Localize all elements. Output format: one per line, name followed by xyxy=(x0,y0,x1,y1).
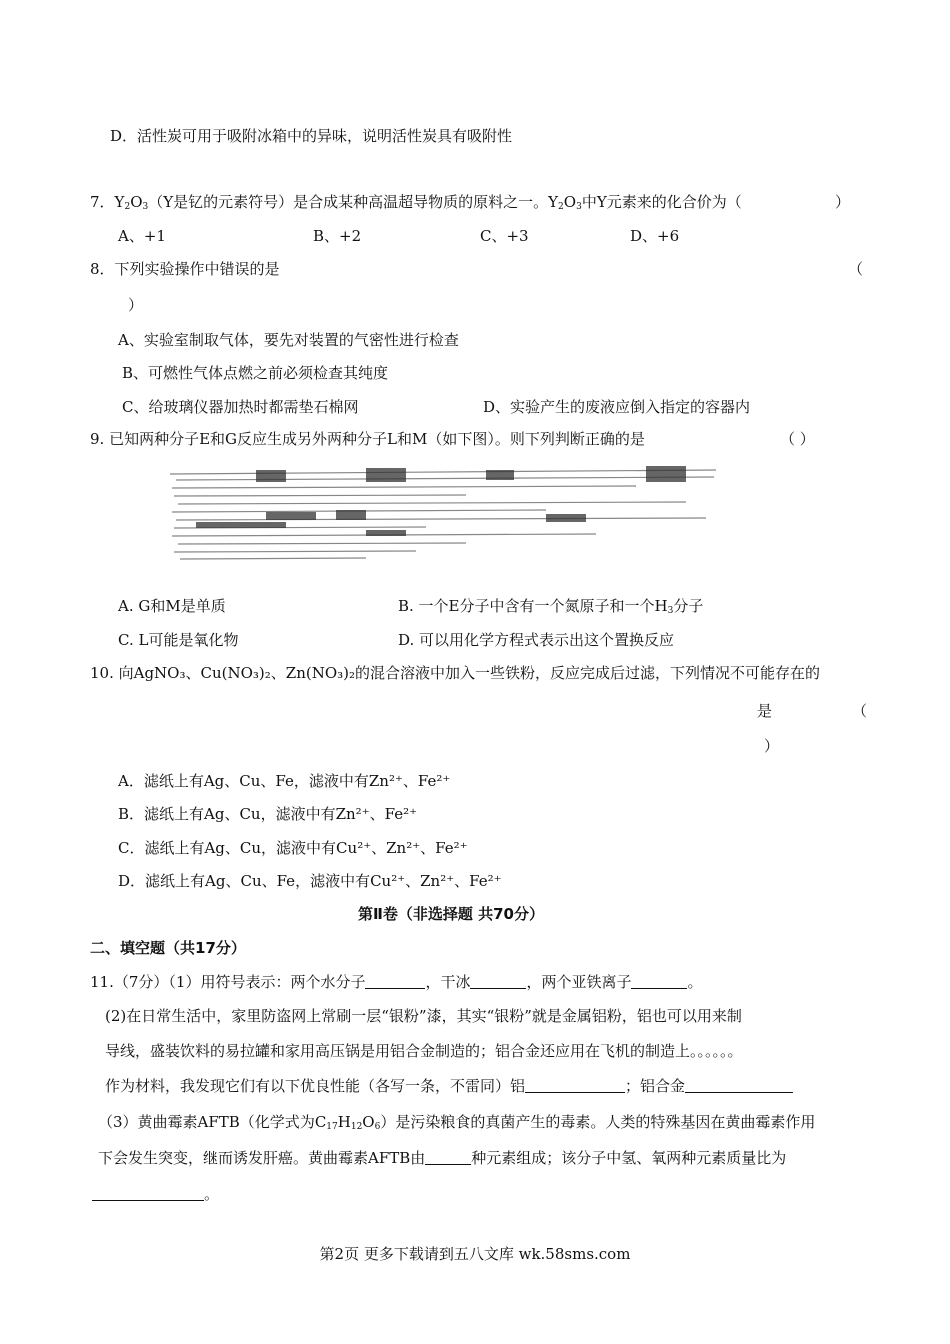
q8-option-b: B、可燃性气体点燃之前必须检查其纯度 xyxy=(122,364,389,382)
q10-option-d: D．滤纸上有Ag、Cu、Fe，滤液中有Cu²⁺、Zn²⁺、Fe²⁺ xyxy=(118,872,502,890)
q10-stem: 10. 向AgNO₃、Cu(NO₃)₂、Zn(NO₃)₂的混合溶液中加入一些铁粉，反应完成后过滤，下列情况不可能存在的 xyxy=(90,664,821,682)
q10-option-c: C．滤纸上有Ag、Cu，滤液中有Cu²⁺、Zn²⁺、Fe²⁺ xyxy=(118,839,468,857)
q9-option-a: A. G和M是单质 xyxy=(118,597,226,615)
answer-blank[interactable] xyxy=(365,973,425,989)
q10-option-a: A．滤纸上有Ag、Cu、Fe，滤液中有Zn²⁺、Fe²⁺ xyxy=(118,772,451,790)
q11-part3-line3: 。 xyxy=(92,1184,219,1204)
q7-option-c: C、+3 xyxy=(480,227,529,245)
answer-blank[interactable] xyxy=(92,1185,204,1201)
q6-option-d: D．活性炭可用于吸附冰箱中的异味，说明活性炭具有吸附性 xyxy=(110,127,513,145)
q8-option-c: C、给玻璃仪器加热时都需垫石棉网 xyxy=(122,398,359,416)
q11-part2-line3: 作为材料，我发现它们有以下优良性能（各写一条，不雷同）铝 ；铝合金 xyxy=(105,1076,793,1096)
q7-option-a: A、+1 xyxy=(118,227,166,245)
answer-blank[interactable] xyxy=(525,1077,625,1093)
q7-close-paren: ） xyxy=(835,193,851,211)
part2-title: 第Ⅱ卷（非选择题 共70分） xyxy=(358,905,544,923)
section-fill-blank-title: 二、填空题（共17分） xyxy=(90,939,246,957)
q8-close-paren: ） xyxy=(128,296,144,314)
q11-part2-line1: (2)在日常生活中，家里防盗网上常刷一层“银粉”漆，其实“银粉”就是金属铝粉，铝也可以用来制 xyxy=(105,1007,742,1025)
q10-open-paren: （ xyxy=(852,702,868,720)
q7-stem: 7．$Y_2O_3(Y$是钇的元素符号）是合成某种高温超导物质的原料之一。$Y_2O_3$中Y元素来的化合价为（ xyxy=(90,193,742,212)
page-footer: 第2页 更多下载请到五八文库 wk.58sms.com xyxy=(319,1245,631,1263)
q10-option-b: B．滤纸上有Ag、Cu，滤液中有Zn²⁺、Fe²⁺ xyxy=(118,805,418,823)
answer-blank[interactable] xyxy=(685,1077,793,1093)
q8-stem: 8．下列实验操作中错误的是 xyxy=(90,260,280,278)
q10-stem-end: 是 xyxy=(757,702,773,720)
q9-option-d: D. 可以用化学方程式表示出这个置换反应 xyxy=(398,631,675,649)
answer-blank[interactable] xyxy=(631,973,687,989)
q7-option-d: D、+6 xyxy=(630,227,680,245)
q8-option-d: D、实验产生的废液应倒入指定的容器内 xyxy=(483,398,751,416)
answer-blank[interactable] xyxy=(425,1149,471,1165)
q7-option-b: B、+2 xyxy=(313,227,362,245)
q11-part1: 11.（7分）（1）用符号表示：两个水分子 ，干冰 ，两个亚铁离子 。 xyxy=(90,973,703,991)
molecule-reaction-image xyxy=(166,462,720,566)
q11-part2-line2: 导线，盛装饮料的易拉罐和家用高压锅是用铝合金制造的；铝合金还应用在飞机的制造上。。。。。。 xyxy=(105,1042,743,1060)
q10-close-paren: ） xyxy=(764,737,780,755)
q11-part3-line1: （3）黄曲霉素AFTB（化学式为$C_{17}H_{12}O_6$）是污染粮食的真菌产生的毒素。人类的特殊基因在黄曲霉素作用 xyxy=(98,1113,816,1132)
q11-part3-line2: 下会发生突变，继而诱发肝癌。黄曲霉素AFTB由 种元素组成；该分子中氢、氧两种元素质量比为 xyxy=(98,1149,787,1167)
answer-blank[interactable] xyxy=(470,973,526,989)
q9-paren: （ ） xyxy=(780,430,815,448)
q9-option-c: C. L可能是氧化物 xyxy=(118,631,239,649)
q8-open-paren: （ xyxy=(848,260,864,278)
q9-option-b: B. 一个E分子中含有一个氮原子和一个$H_3$分子 xyxy=(398,597,704,616)
q9-stem: 9. 已知两种分子E和G反应生成另外两种分子L和M（如下图）。则下列判断正确的是 xyxy=(90,430,645,448)
q9-molecule-diagram xyxy=(166,462,720,566)
q8-option-a: A、实验室制取气体，要先对装置的气密性进行检查 xyxy=(118,331,459,349)
